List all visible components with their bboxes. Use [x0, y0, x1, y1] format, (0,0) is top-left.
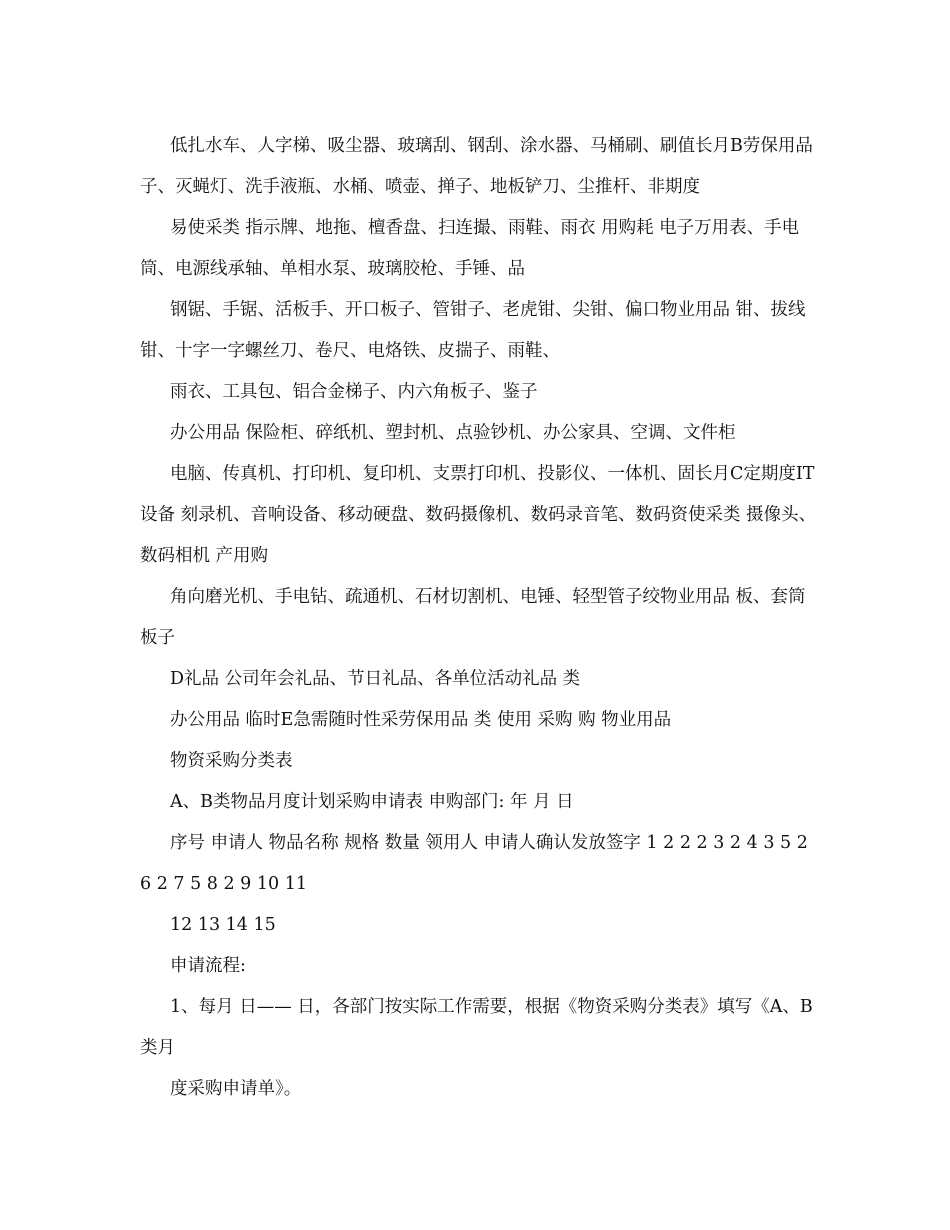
paragraph-4: 雨衣、工具包、铝合金梯子、内六角板子、鉴子: [170, 382, 538, 402]
process-heading: 申请流程:: [170, 956, 246, 976]
process-step-1: 1、每月 日—— 日，各部门按实际工作需要，根据《物资采购分类表》填写《A、B类月: [140, 997, 813, 1058]
paragraph-3: 钢锯、手锯、活板手、开口板子、管钳子、老虎钳、尖钳、偏口物业用品 钳、拔线钳、十字一字螺丝刀、卷尺、电烙铁、皮揣子、雨鞋、: [140, 300, 806, 361]
paragraph-6: 电脑、传真机、打印机、复印机、支票打印机、投影仪、一体机、固长月C定期度IT设备 刻录机、音响设备、移动硬盘、数码摄像机、数码录音笔、数码资使采类 摄像头、数码相机 产用购: [140, 464, 817, 566]
table-header-row: 序号 申请人 物品名称 规格 数量 领用人 申请人确认发放签字 1 2 2 2 3 2 4 3 5 2 6 2 7 5 8 2 9 10 11: [140, 833, 814, 894]
paragraph-7: 角向磨光机、手电钻、疏通机、石材切割机、电锤、轻型管子绞物业用品 板、套筒板子: [140, 587, 806, 648]
document-body: [140, 126, 820, 1110]
form-title: A、B类物品月度计划采购申请表 申购部门: 年 月 日: [170, 792, 574, 812]
section-title: 物资采购分类表: [170, 751, 293, 771]
process-step-1-cont: 度采购申请单》。: [170, 1079, 302, 1099]
paragraph-1: 低扎水车、人字梯、吸尘器、玻璃刮、钢刮、涂水器、马桶刷、刷值长月B劳保用品 子、灭蝇灯、洗手液瓶、水桶、喷壶、掸子、地板铲刀、尘推杆、非期度: [140, 136, 819, 197]
table-numbers-row: 12 13 14 15: [170, 915, 276, 935]
paragraph-8: D礼品 公司年会礼品、节日礼品、各单位活动礼品 类: [170, 669, 581, 689]
paragraph-5: 办公用品 保险柜、碎纸机、塑封机、点验钞机、办公家具、空调、文件柜: [170, 423, 736, 443]
paragraph-9: 办公用品 临时E急需随时性采劳保用品 类 使用 采购 购 物业用品: [170, 710, 672, 730]
paragraph-2: 易使采类 指示牌、地拖、檀香盘、扫连撮、雨鞋、雨衣 用购耗 电子万用表、手电筒、电源线承轴、单相水泵、玻璃胶枪、手锤、品: [140, 218, 800, 279]
